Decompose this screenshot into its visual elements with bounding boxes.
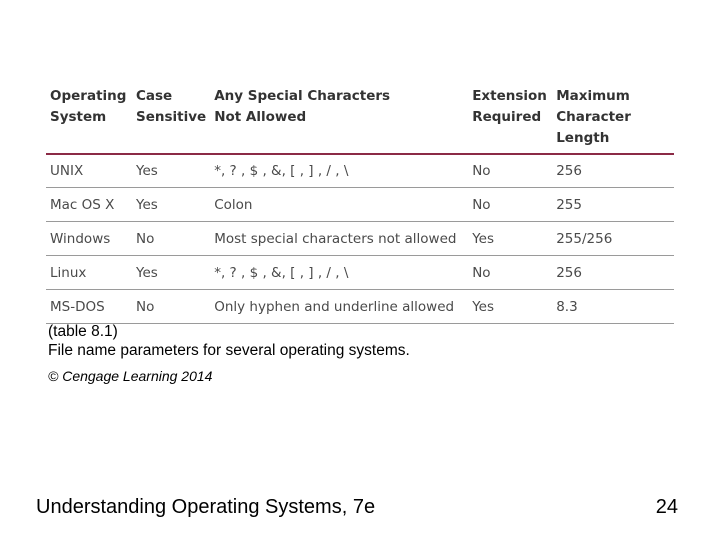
- cell-extension: No: [468, 188, 552, 222]
- cell-extension: No: [468, 256, 552, 290]
- cell-length: 256: [552, 154, 674, 188]
- header-extension-required: Extension Required: [472, 88, 547, 125]
- cell-os: MS-DOS: [46, 290, 132, 324]
- cell-extension: No: [468, 154, 552, 188]
- table-row: [46, 222, 674, 256]
- cell-special: *, ? , $ , &, [ , ] , / , \: [210, 154, 468, 188]
- file-name-parameters-table: [46, 84, 674, 324]
- cell-length: 256: [552, 256, 674, 290]
- cell-case: Yes: [132, 154, 210, 188]
- cell-special: Most special characters not allowed: [210, 222, 468, 256]
- cell-os: Linux: [46, 256, 132, 290]
- cell-special: Only hyphen and underline allowed: [210, 290, 468, 324]
- header-special-characters: Any Special Characters Not Allowed: [214, 88, 391, 125]
- table-caption: [48, 322, 410, 360]
- cell-special: Colon: [210, 188, 468, 222]
- cell-os: Mac OS X: [46, 188, 132, 222]
- page-number: 24: [655, 496, 678, 518]
- table-row: [46, 188, 674, 222]
- cell-os: UNIX: [46, 154, 132, 188]
- caption-text: File name parameters for several operating systems.: [48, 342, 410, 359]
- copyright-notice: © Cengage Learning 2014: [48, 368, 213, 384]
- cell-case: Yes: [132, 256, 210, 290]
- caption-label: (table 8.1): [48, 323, 118, 340]
- table-row: [46, 290, 674, 324]
- cell-case: No: [132, 290, 210, 324]
- cell-case: Yes: [132, 188, 210, 222]
- cell-length: 8.3: [552, 290, 674, 324]
- cell-extension: Yes: [468, 222, 552, 256]
- footer-title: Understanding Operating Systems, 7e: [36, 496, 376, 518]
- cell-special: *, ? , $ , &, [ , ] , / , \: [210, 256, 468, 290]
- data-table: [46, 84, 674, 324]
- cell-length: 255: [552, 188, 674, 222]
- cell-os: Windows: [46, 222, 132, 256]
- table-row: [46, 154, 674, 188]
- header-operating-system: Operating System: [50, 88, 127, 125]
- cell-extension: Yes: [468, 290, 552, 324]
- cell-case: No: [132, 222, 210, 256]
- cell-length: 255/256: [552, 222, 674, 256]
- table-header-row: [46, 84, 674, 154]
- header-case-sensitive: Case Sensitive: [136, 88, 207, 125]
- table-row: [46, 256, 674, 290]
- header-max-length: Maximum Character Length: [556, 88, 631, 146]
